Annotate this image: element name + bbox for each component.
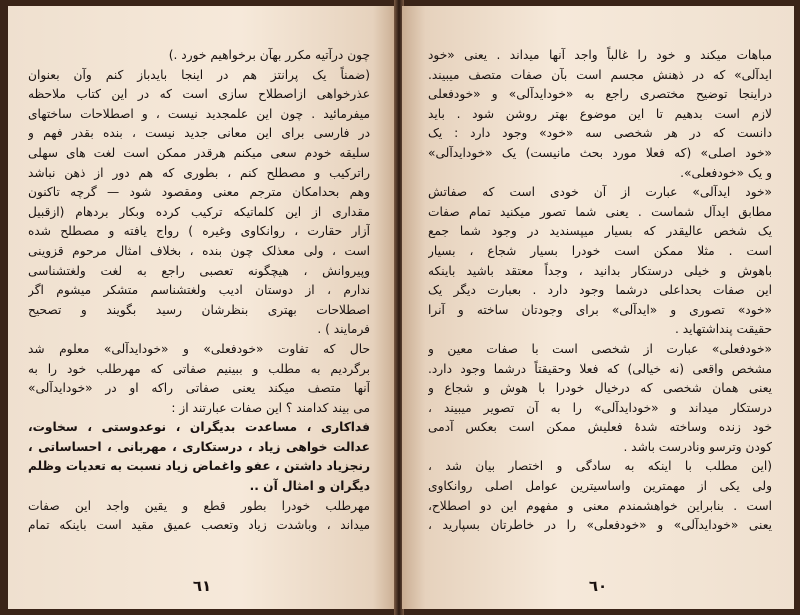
- text-line: سلیقه خودم سعی میکنم هرقدر ممکن است لغت های سهلی: [28, 145, 370, 160]
- left-page-text: [28, 46, 370, 536]
- text-line: آزار حقارت ، روانکاوی وغیره ) رواج یافته و مصطلح شده: [28, 224, 370, 239]
- text-line: مشخص واقعی (نه خیالی) که فعلا وحقیقتاً درشما وجود دارد.: [428, 361, 772, 376]
- text-line: این صفات بحداعلی درشما وجود دارد . بعبارت دیگر یک: [428, 283, 772, 298]
- text-line: مباهات میکند و خود را غالباً واجد آنها میداند . یعنی «خود: [428, 48, 772, 62]
- left-page: [8, 6, 396, 609]
- text-line: باهوش و خیلی درستکار بدانید ، وجداً معتقد باشید باینکه: [428, 263, 772, 278]
- text-line: «خود ایدآلی» عبارت از آن خودی است که صفاتش: [428, 185, 772, 200]
- text-line: حقیقت پنداشتهاید .: [675, 322, 772, 337]
- text-line: یک شخص عالیقدر که بسیار میپسندید در وجود شما جمع: [428, 224, 772, 239]
- text-line: چون درآتیه مکرر بهآن برخواهیم خورد .): [168, 48, 370, 62]
- text-line: (این مطلب با اینکه به سادگی و اختصار بیان شد ،: [428, 459, 772, 474]
- text-line: (ضمناً یک پرانتز هم در اینجا بایدباز کنم وآن بعنوان: [28, 67, 370, 82]
- text-line: ولی یکی از مهمترین واساسیترین عوامل اصلی روانکاوی: [428, 479, 772, 494]
- text-line: است ، ولی معذلک چون بنده ، بخلاف امثال مرحوم قزوینی: [28, 243, 370, 258]
- text-line: «خودفعلی» عبارت از شخصی است با صفات معین و: [428, 341, 772, 356]
- text-line: «خود اصلی» (که فعلا مورد بحث مانیست) یک «خودایدآلی»: [428, 145, 772, 160]
- right-page-number: ٦٠: [588, 577, 608, 595]
- text-line: حال که تفاوت «خودفعلی» و «خودایدآلی» معلوم شد: [28, 341, 370, 356]
- text-line: دانست که در هر شخصی سه «خود» وجود دارد : یک: [428, 126, 772, 141]
- text-line: رنجزیاد داشتن ، عفو واغماض زیاد نسبت به تعدیات وظلم: [28, 459, 370, 474]
- text-line: است . بنابراین خواهشمندم معنی و مفهوم این دو اصطلاح،: [428, 498, 772, 513]
- text-line: راترکیب و مصطلح کنم ، بطوری که هم دور از ذهن نباشد: [28, 165, 370, 180]
- text-line: میداند ، وباشدت زیاد وتعصب عمیق مقید است باینکه تمام: [28, 518, 370, 533]
- right-page-text: [428, 46, 772, 536]
- text-line: فرمایند ) .: [317, 322, 370, 337]
- text-line: می بیند کدامند ؟ این صفات عبارتند از :: [171, 400, 370, 415]
- text-line: اصطلاحات بهتری بنظرشان رسید بگویند و تصحیح: [28, 302, 370, 317]
- text-line: دیگران و امثال آن ..: [249, 479, 370, 494]
- text-line: یعنی «خودایدآلی» و «خودفعلی» را در خاطرتان بسپارید ،: [428, 518, 772, 533]
- text-line: عذرخواهی ازاصطلاح سازی است که در این کتاب ملاحظه: [28, 87, 370, 102]
- text-line: وهم بحدامکان مترجم معنی ومقصود شود — گرچه تاکنون: [28, 185, 370, 200]
- right-page: [402, 6, 794, 609]
- text-line: مطابق ایدآل شماست . یعنی شما تصور میکنید تمام صفات: [428, 204, 772, 219]
- text-line: «خود» تصوری و «ایدآلی» برای وجودتان ساخته و آنرا: [428, 302, 772, 317]
- text-line: مقداری از این کلماتیکه ترکیب کرده وبکار بردهام (ازقبیل: [28, 204, 370, 219]
- text-line: دراینجا توضیح مختصری راجع به «خودایدآلی» و «خودفعلی: [428, 87, 772, 102]
- text-line: برگردیم به مطلب و ببینیم صفاتی که مهرطلب خود را به: [28, 361, 370, 376]
- text-line: آنها متصف میکند یعنی صفاتی راکه او در «خودایدآلی»: [28, 381, 370, 396]
- text-line: درستکار میداند و «خودایدآلی» را به آن تصویر میبیند ،: [428, 400, 772, 415]
- text-line: ایدآلی» که در ذهنش مجسم است بآن صفات متصف میبیند.: [428, 67, 772, 82]
- text-line: لازم است بدهیم تا این موضوع بهتر روشن شود . باید: [428, 106, 772, 121]
- text-line: عدالت خواهی زیاد ، درستکاری ، مهربانی ، احساساتی ،: [28, 439, 370, 454]
- text-line: و یک «خودفعلی».: [680, 165, 772, 180]
- text-line: میفرمائید . چون این علمجدید نیست ، و اصطلاحات ساختهای: [28, 106, 370, 121]
- text-line: کودن وترسو ونادرست باشد .: [623, 439, 772, 454]
- text-line: فداکاری ، مساعدت بدیگران ، نوعدوستی ، سخاوت،: [28, 420, 370, 435]
- text-line: یعنی همان شخصی که درخیال خودرا با هوش و شجاع و: [428, 381, 772, 396]
- text-line: در فارسی برای این معانی جدید نیست ، بنده بقدر فهم و: [28, 126, 370, 141]
- left-page-number: ٦١: [192, 577, 212, 595]
- text-line: است . مثلا ممکن است خودرا بسیار شجاع ، بسیار: [428, 243, 772, 258]
- text-line: خود زنده وساخته شدهٔ فعلیش ممکن است بعکس آدمی: [428, 420, 772, 435]
- text-line: مهرطلب خودرا بطور قطع و یقین واجد این صفات: [28, 498, 370, 513]
- text-line: ندارم ، از دوستان ادیب ولغتشناسم متشکر میشوم اگر: [28, 283, 370, 298]
- text-line: وپیروانش ، هیچگونه تعصبی راجع به لغت ولغتشناسی: [28, 263, 370, 278]
